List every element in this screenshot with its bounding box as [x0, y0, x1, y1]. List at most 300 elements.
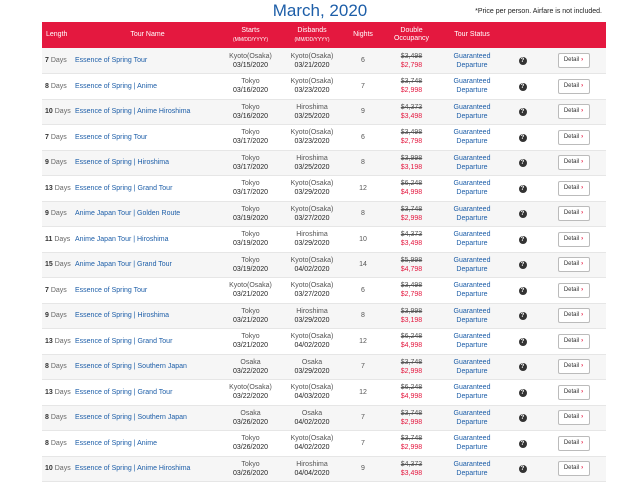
info-cell: [504, 227, 541, 253]
end-city: Kyoto(Osaka): [290, 333, 334, 341]
page-header: [0, 0, 640, 22]
start-city: Tokyo: [241, 180, 260, 188]
header-double-occupancy: [383, 22, 440, 48]
tour-name-link[interactable]: Essence of Spring | Hiroshima: [75, 159, 170, 167]
length-cell: [42, 329, 75, 355]
detail-cell: [541, 201, 606, 227]
detail-label: Detail: [563, 108, 580, 115]
detail-label: Detail: [563, 465, 580, 472]
header-disbands-label: Disbands: [297, 26, 327, 34]
starts-cell: [220, 431, 281, 457]
status-line-2: Departure: [456, 418, 488, 426]
starts-cell: [220, 329, 281, 355]
status-line-2: Departure: [456, 214, 488, 222]
status-line-2: Departure: [456, 240, 488, 248]
question-icon[interactable]: ?: [519, 134, 527, 142]
end-date: 03/29/2020: [294, 240, 330, 248]
days-label: Days: [50, 286, 67, 294]
sale-price: $2,998: [400, 418, 423, 426]
detail-cell: [541, 99, 606, 125]
start-city: Tokyo: [241, 435, 260, 443]
question-icon[interactable]: ?: [519, 236, 527, 244]
status-line-2: Departure: [456, 342, 488, 350]
start-date: 03/19/2020: [232, 214, 269, 222]
start-city: Osaka: [240, 358, 261, 366]
original-price: $3,998: [400, 154, 423, 162]
starts-cell: [220, 150, 281, 176]
status-line-1: Guaranteed: [453, 129, 491, 137]
nights-value: 12: [359, 388, 367, 396]
detail-button[interactable]: [558, 104, 590, 119]
end-city: Osaka: [301, 358, 323, 366]
end-city: Hiroshima: [296, 307, 328, 315]
starts-cell: [220, 278, 281, 304]
table-row: [42, 329, 606, 355]
status-line-2: Departure: [456, 367, 488, 375]
start-city: Osaka: [240, 409, 261, 417]
price-cell: [383, 99, 440, 125]
length-cell: [42, 74, 75, 100]
status-line-1: Guaranteed: [453, 103, 491, 111]
tour-rows: [42, 48, 606, 482]
tour-status: [440, 278, 504, 304]
table-row: [42, 303, 606, 329]
original-price: $4,373: [400, 231, 423, 239]
detail-label: Detail: [563, 261, 580, 268]
starts-cell: [220, 456, 281, 482]
status-line-1: Guaranteed: [453, 256, 491, 264]
original-price: $3,498: [400, 52, 423, 60]
detail-cell: [541, 278, 606, 304]
days-count: 7: [45, 286, 49, 294]
days-count: 11: [45, 235, 53, 243]
length-cell: [42, 227, 75, 253]
status-line-2: Departure: [456, 87, 488, 95]
length-cell: [42, 99, 75, 125]
question-icon[interactable]: ?: [519, 159, 527, 167]
tour-status: [440, 227, 504, 253]
tour-name-link[interactable]: Essence of Spring | Anime Hiroshima: [75, 465, 191, 473]
disbands-cell: [281, 176, 343, 202]
end-date: 03/29/2020: [294, 367, 330, 375]
status-line-2: Departure: [456, 265, 488, 273]
status-line-1: Guaranteed: [453, 384, 491, 392]
start-city: Kyoto(Osaka): [229, 384, 272, 392]
disbands-cell: [281, 329, 343, 355]
chevron-right-icon: ›: [581, 184, 584, 191]
status-line-1: Guaranteed: [453, 231, 491, 239]
detail-button[interactable]: [558, 385, 590, 400]
tour-status: [440, 354, 504, 380]
days-label: Days: [50, 57, 67, 64]
detail-button[interactable]: [558, 79, 590, 94]
start-city: Tokyo: [241, 460, 260, 468]
length-cell: [42, 48, 75, 74]
start-city: Tokyo: [241, 129, 260, 137]
nights-value: 9: [361, 108, 365, 116]
header-tour-status: Tour Status: [454, 31, 490, 38]
tour-status: [440, 99, 504, 125]
status-line-1: Guaranteed: [453, 435, 491, 443]
days-count: 8: [45, 82, 49, 90]
tour-name-link[interactable]: Essence of Spring | Grand Tour: [75, 388, 173, 396]
detail-cell: [541, 456, 606, 482]
end-city: Kyoto(Osaka): [290, 78, 334, 86]
detail-button[interactable]: [558, 130, 590, 145]
nights-value: 6: [361, 133, 365, 141]
nights-value: 6: [361, 57, 365, 64]
starts-cell: [220, 201, 281, 227]
tour-status: [440, 252, 504, 278]
info-cell: [504, 201, 541, 227]
chevron-right-icon: ›: [581, 235, 584, 242]
starts-cell: [220, 303, 281, 329]
question-icon[interactable]: ?: [519, 338, 527, 346]
start-city: Tokyo: [241, 333, 260, 341]
days-label: Days: [50, 439, 67, 447]
end-city: Hiroshima: [296, 231, 328, 239]
price-note: *Price per person. Airfare is not included.: [475, 8, 602, 15]
detail-label: Detail: [563, 57, 580, 63]
days-count: 8: [45, 414, 49, 422]
detail-label: Detail: [563, 210, 580, 217]
sale-price: $3,498: [400, 112, 423, 120]
end-city: Hiroshima: [296, 103, 328, 111]
start-date: 03/16/2020: [232, 112, 269, 120]
end-date: 04/02/2020: [294, 444, 330, 452]
end-date: 04/02/2020: [294, 265, 330, 273]
info-cell: [504, 252, 541, 278]
question-icon[interactable]: ?: [519, 83, 527, 91]
tour-status: [440, 380, 504, 406]
nights-value: 7: [361, 363, 365, 371]
detail-label: Detail: [563, 363, 580, 370]
tour-name-link[interactable]: Essence of Spring | Grand Tour: [75, 337, 173, 345]
length-cell: [42, 176, 75, 202]
detail-button[interactable]: [558, 181, 590, 196]
sale-price: $2,798: [400, 291, 423, 299]
header-disbands: [281, 22, 343, 48]
nights-value: 8: [361, 210, 365, 218]
start-city: Tokyo: [241, 103, 260, 111]
sale-price: $2,998: [400, 444, 423, 452]
info-cell: [504, 99, 541, 125]
nights-value: 8: [361, 159, 365, 167]
header-double-label: Double: [400, 27, 423, 34]
detail-cell: [541, 303, 606, 329]
tour-name-link[interactable]: Essence of Spring | Hiroshima: [75, 312, 170, 320]
detail-label: Detail: [563, 82, 580, 89]
end-city: Kyoto(Osaka): [290, 180, 334, 188]
header-nights: Nights: [353, 31, 373, 38]
detail-button[interactable]: [558, 334, 590, 349]
original-price: $5,998: [400, 256, 423, 264]
table-row: [42, 150, 606, 176]
price-cell: [383, 405, 440, 431]
tour-name-link[interactable]: Essence of Spring | Southern Japan: [75, 414, 187, 422]
detail-button[interactable]: [558, 53, 590, 68]
disbands-cell: [281, 227, 343, 253]
start-date: 03/22/2020: [232, 393, 269, 401]
end-date: 03/25/2020: [294, 112, 330, 120]
detail-cell: [541, 125, 606, 151]
header-starts: [220, 22, 281, 48]
question-icon[interactable]: ?: [519, 287, 527, 295]
table-row: [42, 176, 606, 202]
status-line-1: Guaranteed: [453, 154, 491, 162]
detail-label: Detail: [563, 286, 580, 293]
length-cell: [42, 431, 75, 457]
header-detail: [541, 22, 606, 48]
nights-value: 14: [359, 261, 367, 269]
status-line-1: Guaranteed: [453, 180, 491, 188]
end-city: Kyoto(Osaka): [290, 256, 334, 264]
detail-label: Detail: [563, 388, 580, 395]
starts-cell: [220, 405, 281, 431]
info-cell: [504, 456, 541, 482]
days-label: Days: [50, 82, 67, 90]
days-label: Days: [54, 235, 71, 243]
disbands-cell: [281, 150, 343, 176]
start-date: 03/17/2020: [232, 189, 269, 197]
start-date: 03/26/2020: [232, 444, 269, 452]
detail-button[interactable]: [558, 283, 590, 298]
question-icon[interactable]: ?: [519, 210, 527, 218]
header-starts-format: (MM/DD/YYYY): [233, 36, 268, 43]
sale-price: $3,498: [400, 469, 423, 477]
question-icon[interactable]: ?: [519, 465, 527, 473]
start-date: 03/16/2020: [232, 87, 269, 95]
days-count: 13: [45, 337, 53, 345]
start-date: 03/21/2020: [232, 342, 269, 350]
detail-label: Detail: [563, 235, 580, 242]
disbands-cell: [281, 456, 343, 482]
table-row: [42, 278, 606, 304]
sale-price: $4,798: [400, 265, 423, 273]
tour-name-link[interactable]: Essence of Spring | Anime: [75, 439, 157, 447]
detail-label: Detail: [563, 159, 580, 166]
start-date: 03/19/2020: [232, 240, 269, 248]
days-label: Days: [54, 108, 71, 116]
sale-price: $3,498: [400, 240, 423, 248]
start-date: 03/15/2020: [232, 61, 269, 69]
question-icon[interactable]: ?: [519, 108, 527, 116]
info-cell: [504, 380, 541, 406]
detail-button[interactable]: [558, 359, 590, 374]
table-row: [42, 125, 606, 151]
table-row: [42, 252, 606, 278]
tour-name-link[interactable]: Essence of Spring | Anime Hiroshima: [75, 108, 191, 116]
start-date: 03/22/2020: [232, 367, 269, 375]
price-cell: [383, 380, 440, 406]
tour-name-link[interactable]: Essence of Spring | Anime: [75, 82, 157, 90]
header-occupancy-label: Occupancy: [393, 35, 430, 42]
tour-name-link[interactable]: Anime Japan Tour | Golden Route: [75, 210, 181, 218]
price-cell: [383, 278, 440, 304]
table-row: [42, 201, 606, 227]
days-count: 9: [45, 159, 49, 167]
original-price: $6,248: [400, 384, 423, 392]
starts-cell: [220, 74, 281, 100]
end-date: 04/02/2020: [294, 418, 330, 426]
info-cell: [504, 278, 541, 304]
question-icon[interactable]: ?: [519, 312, 527, 320]
end-date: 03/21/2020: [294, 61, 330, 69]
length-cell: [42, 380, 75, 406]
table-row: [42, 74, 606, 100]
nights-value: 12: [359, 337, 367, 345]
info-cell: [504, 176, 541, 202]
tour-name-link[interactable]: Essence of Spring | Southern Japan: [75, 363, 187, 371]
tour-name-link[interactable]: Essence of Spring Tour: [75, 57, 148, 64]
tour-name-link[interactable]: Essence of Spring Tour: [75, 286, 148, 294]
status-line-2: Departure: [456, 393, 488, 401]
detail-button[interactable]: [558, 257, 590, 272]
detail-cell: [541, 252, 606, 278]
info-cell: [504, 48, 541, 74]
sale-price: $2,998: [400, 367, 423, 375]
original-price: $3,748: [400, 409, 423, 417]
chevron-right-icon: ›: [581, 312, 584, 319]
table-row: [42, 405, 606, 431]
info-cell: [504, 354, 541, 380]
info-cell: [504, 329, 541, 355]
question-icon[interactable]: ?: [519, 185, 527, 193]
tour-status: [440, 456, 504, 482]
detail-button[interactable]: [558, 155, 590, 170]
end-city: Kyoto(Osaka): [290, 435, 334, 443]
detail-button[interactable]: [558, 410, 590, 425]
detail-label: Detail: [563, 133, 580, 140]
end-date: 03/23/2020: [294, 138, 330, 146]
chevron-right-icon: ›: [581, 337, 584, 344]
nights-value: 7: [361, 439, 365, 447]
start-date: 03/17/2020: [232, 138, 269, 146]
original-price: $3,748: [400, 78, 423, 86]
days-label: Days: [50, 414, 67, 422]
status-line-2: Departure: [456, 112, 488, 120]
question-icon[interactable]: ?: [519, 440, 527, 448]
chevron-right-icon: ›: [581, 286, 584, 293]
status-line-1: Guaranteed: [453, 460, 491, 468]
disbands-cell: [281, 125, 343, 151]
sale-price: $2,798: [400, 61, 423, 69]
length-cell: [42, 150, 75, 176]
length-cell: [42, 252, 75, 278]
days-label: Days: [54, 261, 71, 269]
chevron-right-icon: ›: [581, 465, 584, 472]
detail-button[interactable]: [558, 308, 590, 323]
info-cell: [504, 405, 541, 431]
end-date: 03/25/2020: [294, 163, 330, 171]
end-date: 03/27/2020: [294, 291, 330, 299]
end-city: Kyoto(Osaka): [290, 52, 334, 60]
detail-cell: [541, 380, 606, 406]
end-date: 04/04/2020: [294, 469, 330, 477]
detail-cell: [541, 150, 606, 176]
question-icon[interactable]: ?: [519, 363, 527, 371]
sale-price: $4,998: [400, 393, 423, 401]
price-cell: [383, 303, 440, 329]
status-line-1: Guaranteed: [453, 307, 491, 315]
tour-name-link[interactable]: Anime Japan Tour | Grand Tour: [75, 261, 172, 269]
end-city: Osaka: [301, 409, 323, 417]
original-price: $3,998: [400, 307, 423, 315]
length-cell: [42, 303, 75, 329]
days-label: Days: [54, 465, 71, 473]
status-line-2: Departure: [456, 163, 488, 171]
tour-name-link[interactable]: Essence of Spring | Grand Tour: [75, 184, 173, 192]
start-date: 03/17/2020: [232, 163, 269, 171]
original-price: $3,498: [400, 282, 423, 290]
end-date: 04/02/2020: [294, 342, 330, 350]
days-label: Days: [50, 159, 67, 167]
tour-table: [42, 22, 606, 482]
table-row: [42, 48, 606, 74]
price-cell: [383, 252, 440, 278]
days-label: Days: [50, 133, 67, 141]
starts-cell: [220, 227, 281, 253]
tour-name-link[interactable]: Essence of Spring Tour: [75, 133, 148, 141]
detail-label: Detail: [563, 414, 580, 421]
price-cell: [383, 48, 440, 74]
question-icon[interactable]: ?: [519, 261, 527, 269]
days-label: Days: [54, 184, 71, 192]
chevron-right-icon: ›: [581, 82, 584, 89]
tour-name-link[interactable]: Anime Japan Tour | Hiroshima: [75, 235, 169, 243]
days-label: Days: [50, 210, 67, 218]
days-count: 8: [45, 439, 49, 447]
info-cell: [504, 150, 541, 176]
days-label: Days: [54, 337, 71, 345]
price-cell: [383, 456, 440, 482]
sale-price: $4,998: [400, 342, 423, 350]
start-date: 03/19/2020: [232, 265, 269, 273]
end-date: 03/23/2020: [294, 87, 330, 95]
question-icon[interactable]: ?: [519, 414, 527, 422]
detail-cell: [541, 227, 606, 253]
tour-status: [440, 150, 504, 176]
price-cell: [383, 354, 440, 380]
detail-button[interactable]: [558, 461, 590, 476]
detail-button[interactable]: [558, 436, 590, 451]
length-cell: [42, 405, 75, 431]
info-cell: [504, 303, 541, 329]
chevron-right-icon: ›: [581, 388, 584, 395]
sale-price: $2,798: [400, 138, 423, 146]
nights-value: 10: [359, 235, 367, 243]
question-icon[interactable]: ?: [519, 389, 527, 397]
detail-label: Detail: [563, 184, 580, 191]
table-header-row: [42, 22, 606, 48]
detail-button[interactable]: [558, 232, 590, 247]
detail-button[interactable]: [558, 206, 590, 221]
start-city: Tokyo: [241, 154, 260, 162]
length-cell: [42, 354, 75, 380]
price-cell: [383, 227, 440, 253]
sale-price: $4,998: [400, 189, 423, 197]
status-line-2: Departure: [456, 291, 488, 299]
disbands-cell: [281, 74, 343, 100]
disbands-cell: [281, 278, 343, 304]
question-icon[interactable]: ?: [519, 57, 527, 65]
start-city: Tokyo: [241, 78, 260, 86]
price-cell: [383, 125, 440, 151]
table-row: [42, 99, 606, 125]
price-cell: [383, 201, 440, 227]
original-price: $3,748: [400, 358, 423, 366]
nights-value: 7: [361, 82, 365, 90]
